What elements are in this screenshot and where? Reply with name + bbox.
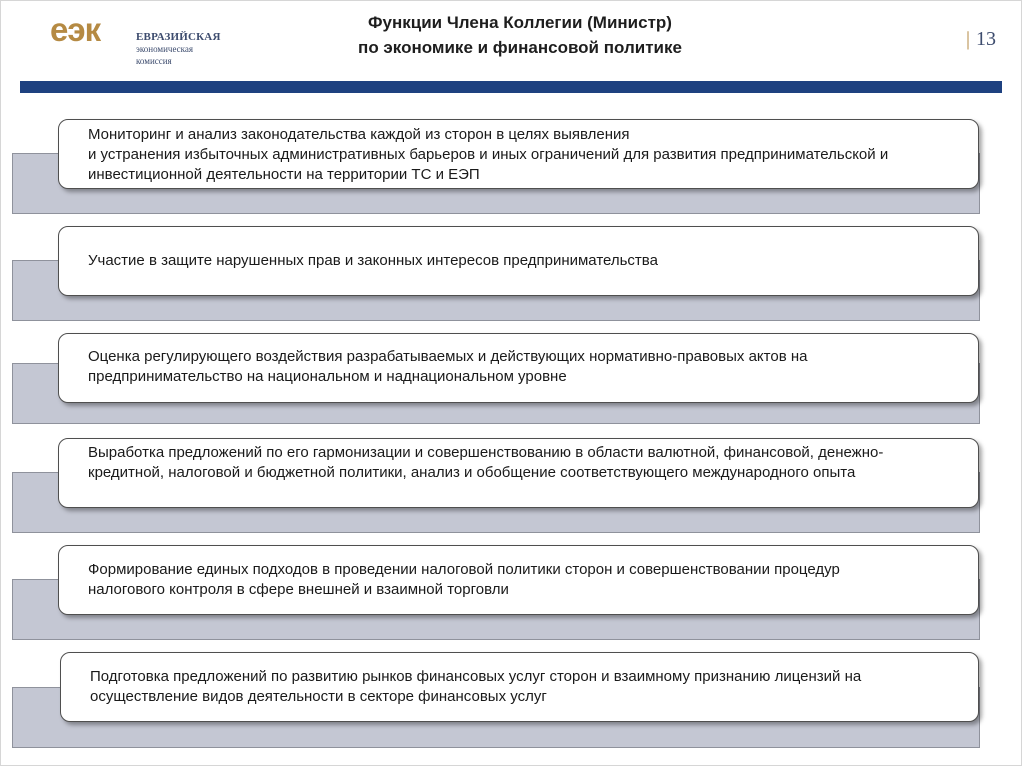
function-text: Формирование единых подходов в проведении налоговой политики сторон и совершенствовании процедур налогового контроля в сфере внешней и взаимной торговли: [88, 561, 840, 598]
function-text: Выработка предложений по его гармонизации и совершенствованию в области валютной, финансовой, денежно-кредитной, налоговой и бюджетной политики, анализ и обобщение соответствующего международного опыта: [88, 444, 884, 481]
function-card: [58, 333, 979, 403]
function-text: Подготовка предложений по развитию рынков финансовых услуг сторон и взаимному признанию лицензий на осуществление видов деятельности в секторе финансовых услуг: [90, 668, 862, 705]
logo-line-3: комиссия: [136, 56, 172, 66]
header-divider-bar: [20, 81, 1002, 93]
page-number-value: 13: [976, 28, 996, 50]
title-line-1: Функции Члена Коллегии (Министр): [368, 13, 672, 32]
function-text: Участие в защите нарушенных прав и законных интересов предпринимательства: [88, 252, 658, 269]
logo-line-1: ЕВРАЗИЙСКАЯ: [136, 31, 221, 43]
logo-mark: еэк: [50, 11, 101, 48]
function-card: [58, 226, 979, 296]
page-title: [300, 10, 740, 60]
function-card: [60, 652, 979, 722]
function-text: Оценка регулирующего воздействия разрабатываемых и действующих нормативно-правовых актов на предпринимательство на национальном и наднациональном уровне: [88, 348, 808, 385]
function-text: Мониторинг и анализ законодательства каждой из сторон в целях выявления и устранения избыточных административных барьеров и иных ограничений для развития предпринимательской и инвестиционной деятельности на территории ТС и ЕЭП: [88, 126, 889, 183]
title-line-2: по экономике и финансовой политике: [358, 38, 682, 57]
logo-line-2: экономическая: [136, 44, 194, 54]
logo-text: [136, 31, 221, 67]
function-card: [58, 545, 979, 615]
page-number-separator: |: [965, 28, 970, 50]
page-number: [966, 28, 996, 51]
function-card: [58, 119, 979, 189]
function-card: [58, 438, 979, 508]
